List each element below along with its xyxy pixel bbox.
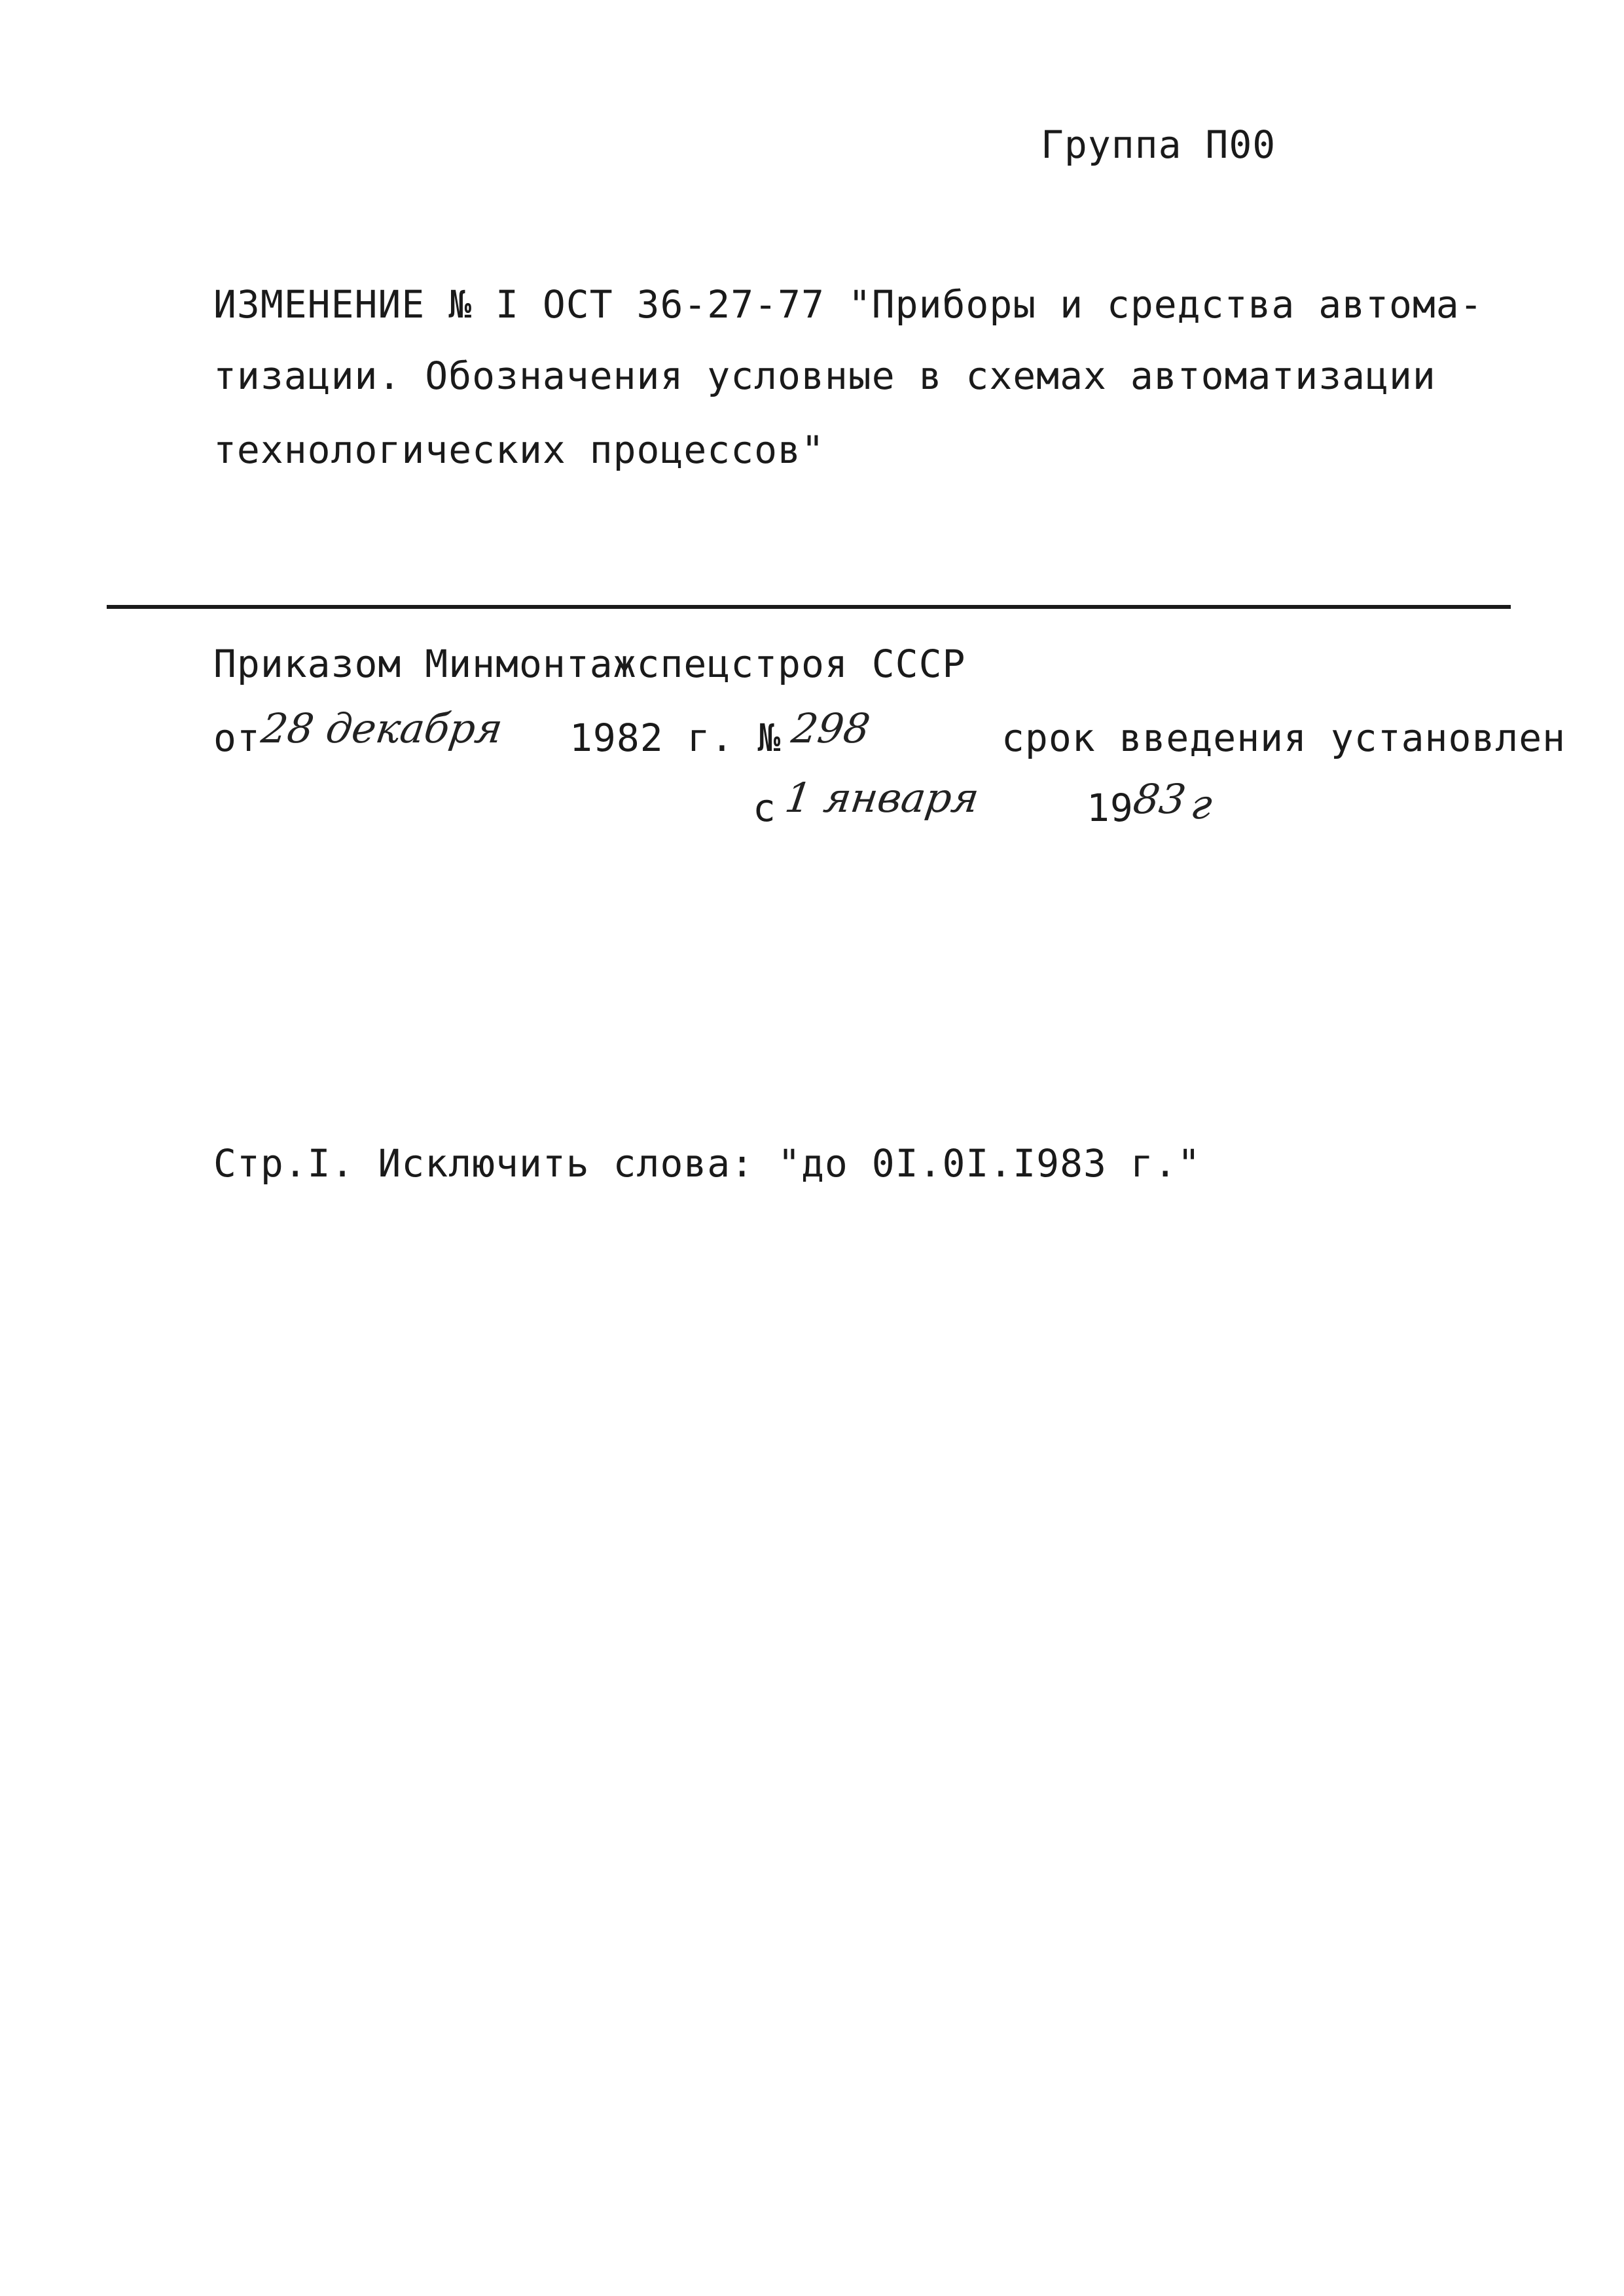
handwritten-effective-date: 1 января [782,774,983,822]
change-text: Стр.I. Исключить слова: "до 0I.0I.I983 г." [213,1141,1201,1186]
handwritten-effective-year: 83 [1130,775,1189,823]
order-line-1: Приказом Минмонтажспецстроя СССР [213,642,966,686]
order-from-prefix: от [213,716,261,760]
handwritten-order-date: 28 декабря [258,704,506,752]
handwritten-order-number: 298 [788,704,873,752]
title-line-3: технологических процессов" [213,428,825,472]
handwritten-year-suffix: г [1187,780,1216,828]
effective-year-prefix: 19 [1087,786,1134,830]
effective-from-prefix: с [753,786,776,830]
title-line-1: ИЗМЕНЕНИЕ № I ОСТ 36-27-77 "Приборы и средства автома- [213,282,1483,327]
separator-rule [107,605,1511,609]
title-line-2: тизации. Обозначения условные в схемах автоматизации [213,354,1436,398]
term-label: срок введения установлен [1001,716,1566,760]
group-code: Группа П00 [1041,122,1276,167]
order-year: 1982 г. № [569,716,782,760]
